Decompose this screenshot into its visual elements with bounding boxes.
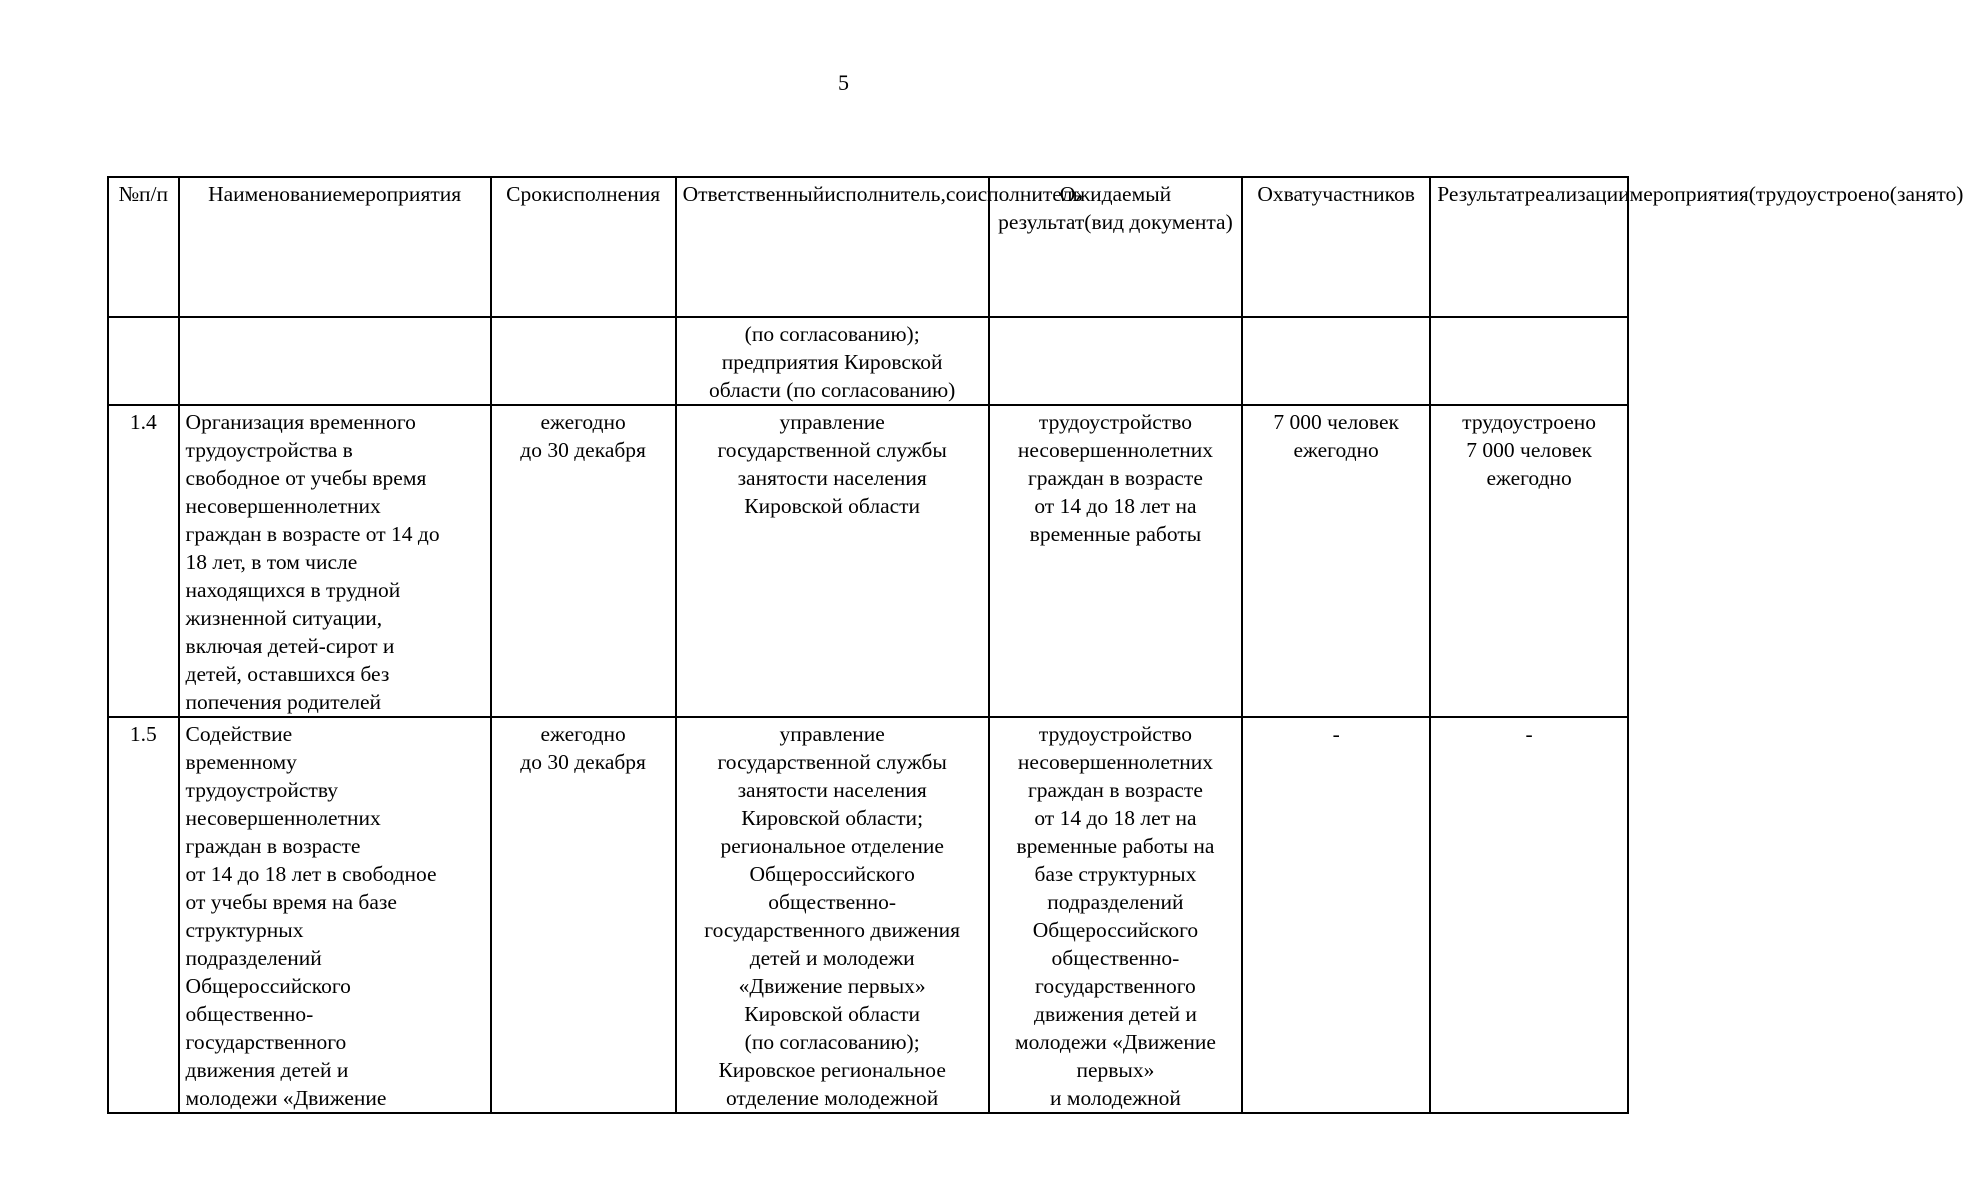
cell-text-line: региональное отделение (720, 834, 944, 858)
cell-text-line: 7 000 человек (1273, 410, 1399, 434)
cell-text-line: № (118, 182, 140, 206)
cell-text-line: трудоустройство (1038, 410, 1192, 434)
cell-outcome (1430, 317, 1628, 405)
cell-text-line: 18 лет, в том числе (185, 550, 358, 574)
cell-text-line: до 30 декабря (520, 750, 646, 774)
cell-text-line: находящихся в трудной (185, 578, 401, 602)
cell-text-line: от 14 до 18 лет на (1034, 806, 1197, 830)
cell-text-line: ежегодно (1486, 466, 1572, 490)
cell-text-line: управление (779, 410, 885, 434)
cell-text-line: движения детей и (185, 1058, 349, 1082)
cell-activity-name (179, 317, 491, 405)
cell-text-line: Общероссийского (1032, 918, 1199, 942)
cell-text-line: несовершеннолетних (185, 806, 381, 830)
cell-coverage (1242, 717, 1430, 1113)
cell-text-line: от учебы время на базе (185, 890, 397, 914)
cell-text-line: (по согласованию); (744, 1030, 920, 1054)
cell-expected-result (989, 405, 1242, 717)
cell-text-line: Кировской области (744, 1002, 921, 1026)
cell-text-line: государственной службы (717, 438, 947, 462)
cell-text-line: «Движение первых» (738, 974, 926, 998)
cell-text-line: трудоустроено (1462, 410, 1597, 434)
cell-expected-result (989, 317, 1242, 405)
cell-text-line: ежегодно (1293, 438, 1379, 462)
cell-text-line: несовершеннолетних (1017, 750, 1214, 774)
cell-text-line: несовершеннолетних (185, 494, 381, 518)
cell-outcome (1430, 717, 1628, 1113)
cell-text-line: Охват (1257, 182, 1312, 206)
cell-text-line: управление (779, 722, 885, 746)
header-deadline (491, 177, 676, 317)
cell-text-line: государственного (1035, 974, 1196, 998)
cell-number (108, 317, 179, 405)
cell-text-line: свободное от учебы время (185, 466, 427, 490)
cell-responsible (676, 717, 989, 1113)
cell-coverage (1242, 317, 1430, 405)
cell-text-line: молодежи «Движение (185, 1086, 387, 1110)
cell-text-line: граждан в возрасте (185, 834, 361, 858)
cell-text-line: до 30 декабря (520, 438, 646, 462)
cell-text-line: временному (185, 750, 297, 774)
cell-text-line: Срок (506, 182, 553, 206)
cell-text-line: движения детей и (1034, 1002, 1197, 1026)
cell-text-line: мероприятия (342, 182, 462, 206)
page-number: 5 (838, 70, 849, 95)
cell-text-line: предприятия Кировской (721, 350, 943, 374)
cell-text-line: Наименование (208, 182, 343, 206)
cell-text-line: Содействие (185, 722, 293, 746)
cell-text-line: области (по согласованию) (709, 378, 956, 402)
cell-text-line: - (1525, 722, 1533, 746)
cell-text-line: государственного (185, 1030, 347, 1054)
header-number (108, 177, 179, 317)
cell-coverage (1242, 405, 1430, 717)
header-activity-name (179, 177, 491, 317)
cell-responsible (676, 317, 989, 405)
cell-deadline (491, 405, 676, 717)
cell-text-line: государственного движения (704, 918, 961, 942)
cell-text-line: жизненной ситуации, (185, 606, 383, 630)
cell-text-line: от 14 до 18 лет в свободное (185, 862, 437, 886)
cell-text-line: граждан в возрасте от 14 до (185, 522, 440, 546)
cell-text-line: исполнения (552, 182, 661, 206)
header-outcome (1430, 177, 1963, 317)
cell-text-line: 7 000 человек (1466, 438, 1592, 462)
cell-text-line: - (1332, 722, 1340, 746)
cell-text-line: включая детей-сирот и (185, 634, 395, 658)
cell-text-line: трудоустройство (1038, 722, 1192, 746)
cell-number: 1.5 (108, 717, 179, 1113)
cell-text-line: попечения родителей (185, 690, 381, 714)
cell-text-line: Ожидаемый результат (998, 182, 1172, 234)
cell-text-line: Общероссийского (749, 862, 915, 886)
cell-text-line: Ответственный (682, 182, 825, 206)
activities-table (107, 176, 1963, 1114)
cell-deadline (491, 317, 676, 405)
cell-text-line: базе структурных (1034, 862, 1197, 886)
cell-text-line: соисполнитель (945, 182, 1083, 206)
cell-number: 1.4 (108, 405, 179, 717)
cell-text-line: (занято) (1889, 182, 1963, 206)
header-coverage (1242, 177, 1430, 317)
cell-text-line: детей, оставшихся без (185, 662, 390, 686)
cell-text-line: от 14 до 18 лет на (1034, 494, 1197, 518)
cell-text-line: Результат (1437, 182, 1525, 206)
table-row (108, 317, 1628, 405)
cell-text-line: молодежи «Движение (1014, 1030, 1216, 1054)
cell-text-line: (трудоустроено (1748, 182, 1890, 206)
cell-activity-name (179, 405, 491, 717)
cell-text-line: мероприятия (1629, 182, 1749, 206)
cell-text-line: Кировское региональное (718, 1058, 946, 1082)
cell-text-line: Организация временного (185, 410, 416, 434)
cell-text-line: Кировской области; (741, 806, 924, 830)
cell-text-line: ежегодно (540, 410, 626, 434)
cell-text-line: несовершеннолетних (1017, 438, 1214, 462)
cell-deadline (491, 717, 676, 1113)
cell-text-line: общественно- (1051, 946, 1180, 970)
cell-text-line: граждан в возрасте (1027, 778, 1203, 802)
cell-text-line: подразделений (185, 946, 322, 970)
cell-text-line: Общероссийского (185, 974, 351, 998)
cell-text-line: Кировской области (744, 494, 921, 518)
cell-text-line: первых» (1076, 1058, 1155, 1082)
table-row (108, 717, 1628, 1113)
cell-text-line: и молодежной (1049, 1086, 1181, 1110)
cell-text-line: отделение молодежной (726, 1086, 939, 1110)
cell-text-line: временные работы на (1016, 834, 1215, 858)
cell-text-line: структурных (185, 918, 304, 942)
table-row (108, 405, 1628, 717)
cell-outcome (1430, 405, 1628, 717)
cell-text-line: участников (1311, 182, 1415, 206)
cell-text-line: занятости населения (737, 778, 927, 802)
cell-text-line: граждан в возрасте (1027, 466, 1203, 490)
cell-text-line: подразделений (1047, 890, 1184, 914)
cell-text-line: п/п (139, 182, 169, 206)
cell-text-line: занятости населения (737, 466, 927, 490)
cell-text-line: трудоустройству (185, 778, 338, 802)
cell-text-line: исполнитель, (824, 182, 946, 206)
header-responsible (676, 177, 1083, 317)
cell-text-line: (вид документа) (1084, 210, 1233, 234)
cell-text-line: государственной службы (717, 750, 947, 774)
cell-text-line: общественно- (768, 890, 897, 914)
cell-text-line: ежегодно (540, 722, 626, 746)
table-header-row (108, 177, 1628, 317)
cell-text-line: трудоустройства в (185, 438, 353, 462)
cell-text-line: детей и молодежи (749, 946, 915, 970)
cell-text-line: общественно- (185, 1002, 314, 1026)
cell-text-line: реализации (1524, 182, 1630, 206)
cell-expected-result (989, 717, 1242, 1113)
cell-text-line: временные работы (1029, 522, 1202, 546)
cell-activity-name (179, 717, 491, 1113)
cell-text-line: (по согласованию); (744, 322, 920, 346)
cell-responsible (676, 405, 989, 717)
